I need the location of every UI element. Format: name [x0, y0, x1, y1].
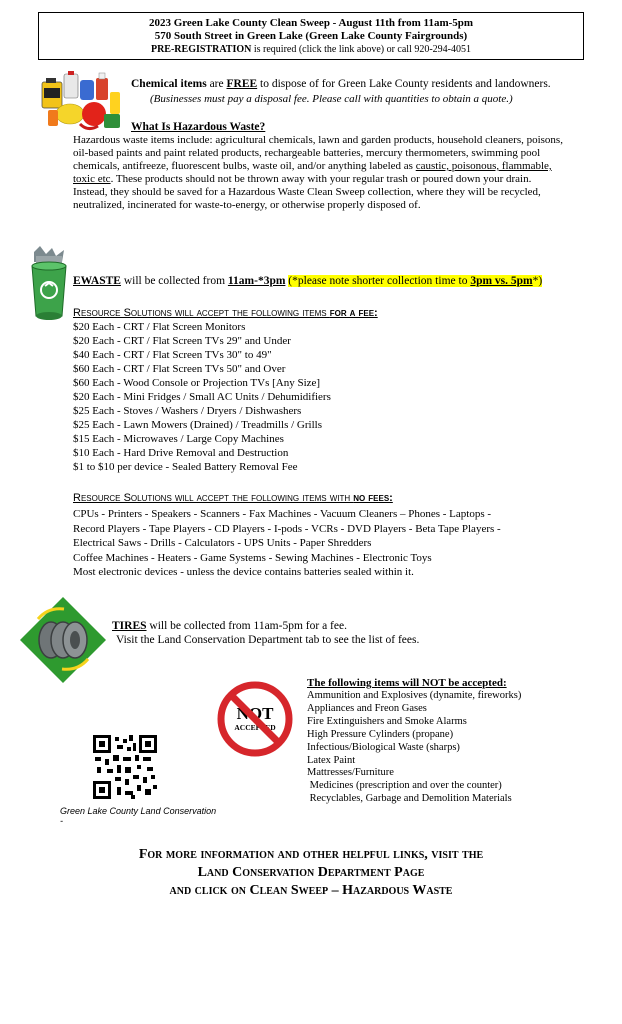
fee-item: $40 Each - CRT / Flat Screen TVs 30" to 49": [73, 349, 272, 361]
footer-line3: and click on Clean Sweep – Hazardous Waste: [169, 883, 453, 898]
accepted-sign-text: ACCEPTED: [234, 723, 276, 732]
hazardous-waste-heading: What Is Hazardous Waste?: [131, 121, 266, 133]
fee-item: $25 Each - Lawn Mowers (Drained) / Treadmills / Grills: [73, 419, 322, 431]
chemical-products-icon: [36, 70, 126, 132]
fee-heading-a: Resource Solutions will accept the following items: [73, 307, 330, 319]
tires-notice: [112, 620, 602, 633]
nofee-heading-a: Resource Solutions will accept the following items with: [73, 492, 354, 504]
business-fee-note: (Businesses must pay a disposal fee. Please call with quantities to obtain a quote.): [150, 93, 513, 105]
not-accepted-icon: [216, 680, 294, 758]
free-label: FREE: [226, 78, 258, 90]
chemical-are: are: [206, 78, 227, 90]
not-accepted-item: Recyclables, Garbage and Demolition Materials: [307, 793, 512, 805]
no-fee-line: Coffee Machines - Heaters - Game Systems - Sewing Machines - Electronic Toys: [73, 551, 432, 564]
not-accepted-list: [307, 690, 607, 806]
not-accepted-item: Fire Extinguishers and Smoke Alarms: [307, 715, 467, 727]
qr-caption-dash: -: [60, 816, 63, 826]
ewaste-notice: [73, 275, 603, 288]
no-fee-line: Electrical Saws - Drills - Calculators - UPS Units - Paper Shredders: [73, 537, 372, 549]
footer-line2: Land Conservation Department Page: [197, 865, 425, 880]
fee-item: $25 Each - Stoves / Washers / Dryers / Dishwashers: [73, 405, 302, 417]
ewaste-mid: will be collected from: [120, 275, 228, 287]
tires-label: TIRES: [112, 620, 147, 632]
fee-items-heading: [73, 307, 378, 319]
tires-rest: will be collected from 11am-5pm for a fee.: [146, 620, 347, 632]
ewaste-label: EWASTE: [73, 275, 121, 287]
event-header: [38, 12, 584, 60]
chemical-rest: to dispose of for Green Lake County residents and landowners.: [257, 78, 551, 90]
recycle-bin-icon: [26, 246, 72, 324]
qr-caption: Green Lake County Land Conservation: [60, 806, 217, 816]
tires-fee-link-text: Visit the Land Conservation Department tab to see the list of fees.: [116, 634, 420, 646]
ewaste-note-open: (*please note shorter collection time to: [288, 275, 471, 287]
not-accepted-item: Mattresses/Furniture: [307, 767, 394, 779]
fee-item: $60 Each - Wood Console or Projection TVs [Any Size]: [73, 377, 321, 389]
fee-heading-b: for a fee:: [329, 307, 378, 319]
preregistration-label: PRE-REGISTRATION: [150, 44, 252, 55]
fee-item: $20 Each - CRT / Flat Screen Monitors: [73, 321, 246, 333]
not-accepted-item: Appliances and Freon Gases: [307, 702, 427, 714]
registration-note: [39, 43, 583, 56]
no-fee-line: CPUs - Printers - Speakers - Scanners - Fax Machines - Vacuum Cleaners – Phones - Laptops -: [73, 508, 492, 520]
hw-body-underlined: caustic, poisonous, flammable, toxic etc: [73, 160, 552, 185]
no-fee-items-list: [73, 507, 593, 580]
not-sign-text: NOT: [236, 704, 274, 723]
fee-items-list: [73, 320, 473, 474]
fee-item: $15 Each - Microwaves / Large Copy Machines: [73, 433, 284, 445]
event-location: 570 South Street in Green Lake (Green Lake County Fairgrounds): [154, 30, 468, 42]
fee-item: $10 Each - Hard Drive Removal and Destruction: [73, 447, 289, 459]
hazardous-waste-description: [73, 134, 563, 212]
no-fee-items-heading: [73, 492, 393, 504]
tire-recycling-icon: [18, 595, 108, 685]
event-title: 2023 Green Lake County Clean Sweep - August 11th from 11am-5pm: [148, 17, 474, 29]
footer-line1: For more information and other helpful links, visit the: [138, 847, 484, 862]
ewaste-note-close: *): [532, 275, 543, 287]
chemical-free-notice: [131, 78, 601, 91]
ewaste-note-time: 3pm vs. 5pm: [470, 275, 533, 287]
fee-item: $1 to $10 per device - Sealed Battery Removal Fee: [73, 461, 298, 473]
not-accepted-item: Latex Paint: [307, 754, 356, 766]
fee-item: $60 Each - CRT / Flat Screen TVs 50" and Over: [73, 363, 286, 375]
not-accepted-heading: The following items will NOT be accepted:: [307, 677, 507, 689]
not-accepted-item: High Pressure Cylinders (propane): [307, 728, 454, 740]
not-accepted-item: Medicines (prescription and over the counter): [307, 780, 502, 792]
ewaste-time: 11am-*3pm: [227, 275, 286, 287]
hw-body-end: . These products should not be thrown away with your regular trash or poured down your drain. Instead, they should be saved for a Hazardous Waste Clean Sweep collection, where they will be recycled, neutralized, incinerated for waste-to-energy, or otherwise properly disposed of.: [73, 173, 541, 211]
no-fee-line: Most electronic devices - unless the device contains batteries sealed within it.: [73, 566, 414, 578]
nofee-heading-b: no fees:: [353, 492, 393, 504]
not-accepted-item: Ammunition and Explosives (dynamite, fireworks): [307, 690, 522, 701]
fee-item: $20 Each - CRT / Flat Screen TVs 29" and Under: [73, 335, 291, 347]
qr-code[interactable]: [93, 735, 157, 799]
hw-body-start: Hazardous waste items include: agricultural chemicals, lawn and garden products, household cleaners, poisons, oil-based paints and paint related products, rechargeable batteries, mercury thermometers, swimming pool chemicals, antifreeze, fluorescent bulbs, waste oil, and/or anything labeled as: [73, 134, 563, 172]
chemical-items-label: Chemical items: [131, 78, 207, 90]
no-fee-line: Record Players - Tape Players - CD Players - I-pods - VCRs - DVD Players - Beta Tape Players -: [73, 522, 501, 535]
fee-item: $20 Each - Mini Fridges / Small AC Units / Dehumidifiers: [73, 391, 331, 403]
registration-text: is required (click the link above) or call 920-294-4051: [251, 44, 472, 55]
footer-info: [60, 846, 562, 900]
ewaste-shorter-note: [288, 275, 542, 287]
not-accepted-item: Infectious/Biological Waste (sharps): [307, 741, 460, 753]
